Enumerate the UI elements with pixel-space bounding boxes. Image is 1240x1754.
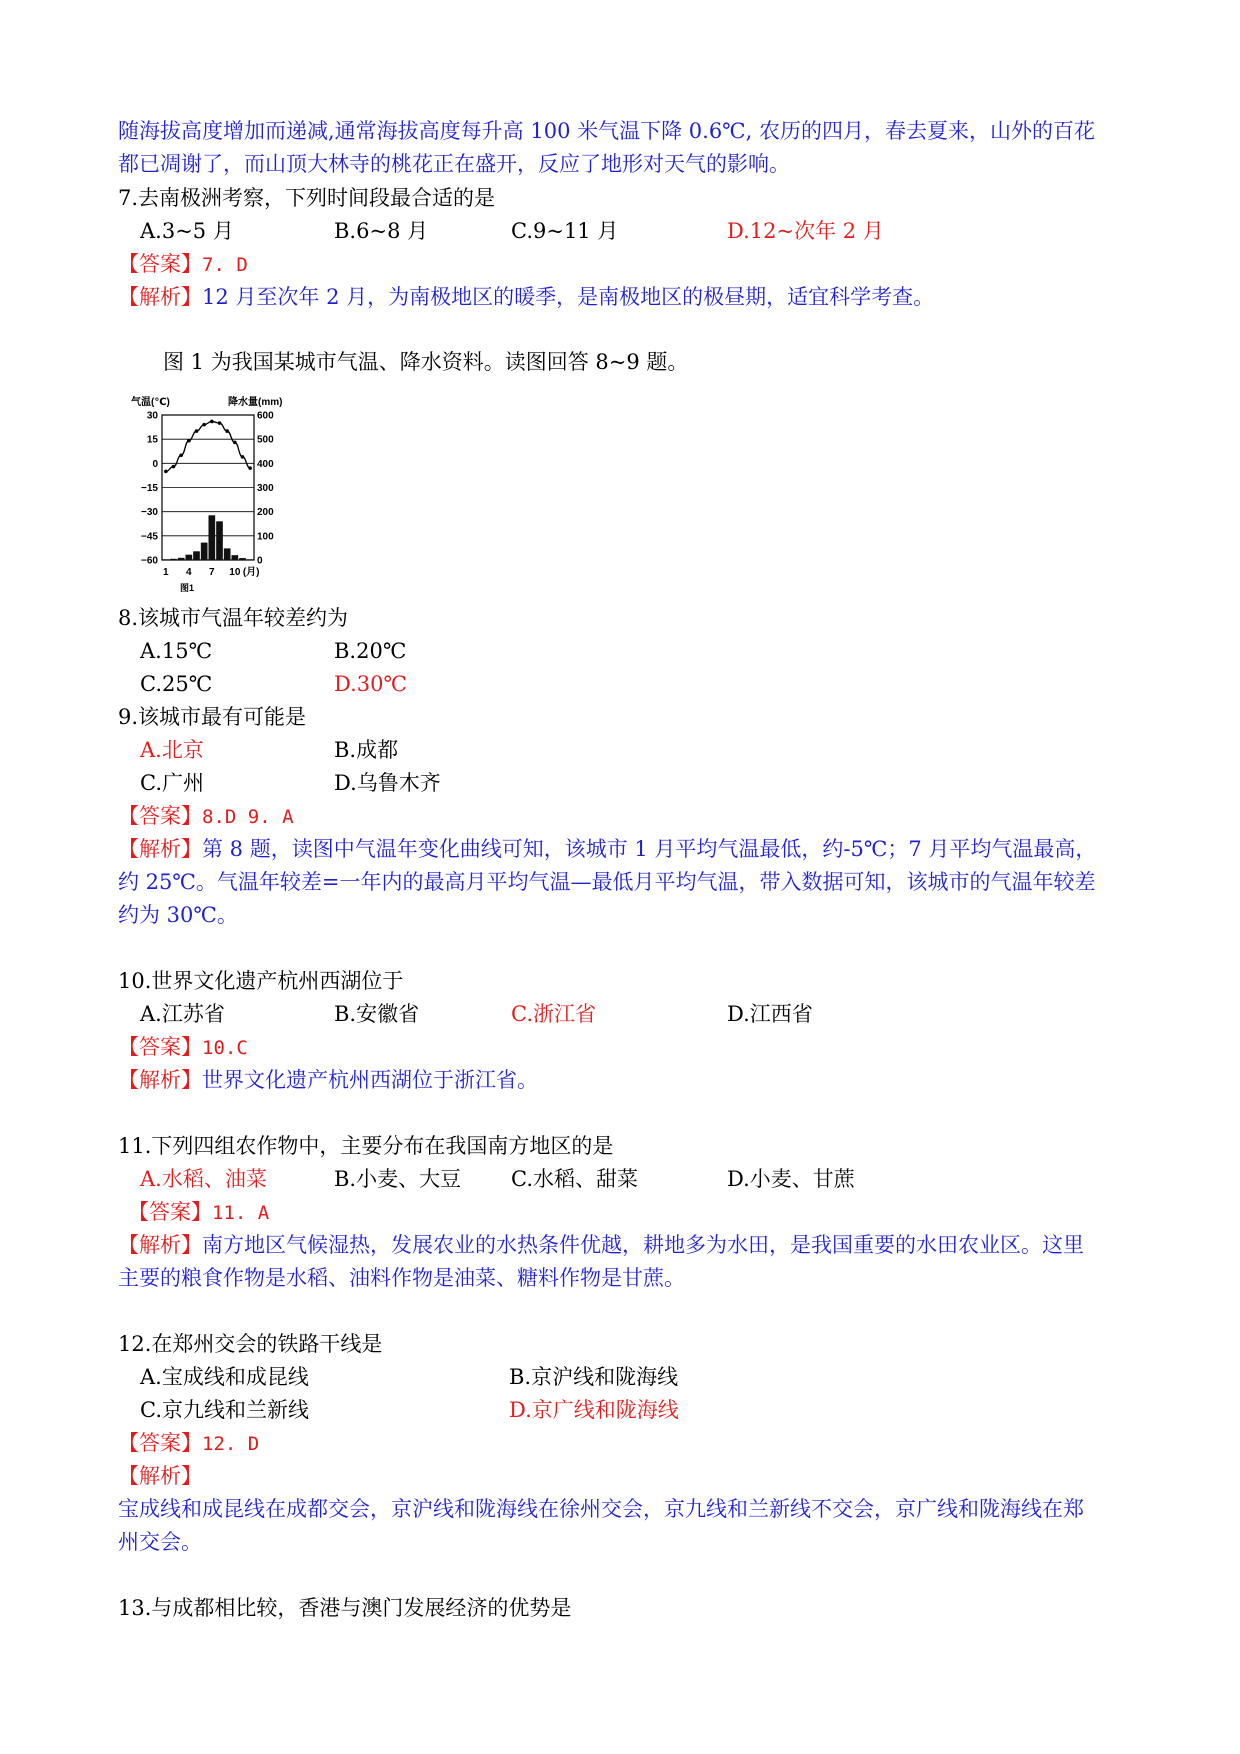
q9-option-a: A.北京 bbox=[140, 738, 204, 762]
left-axis-label: 气温(℃) bbox=[131, 397, 170, 408]
precip-bar bbox=[239, 558, 246, 560]
q10-option-d: D.江西省 bbox=[727, 1002, 813, 1026]
precip-bar bbox=[201, 543, 208, 560]
precip-bar bbox=[232, 555, 239, 560]
temperature-point bbox=[233, 441, 237, 445]
q10-analysis bbox=[118, 1065, 538, 1095]
q11-stem: 11.下列四组农作物中，主要分布在我国南方地区的是 bbox=[118, 1134, 614, 1158]
q8-stem: 8.该城市气温年较差约为 bbox=[118, 606, 349, 630]
temperature-point bbox=[248, 466, 252, 470]
temperature-point bbox=[164, 470, 168, 474]
q10-option-c: C.浙江省 bbox=[511, 1002, 596, 1026]
temperature-line bbox=[166, 421, 250, 471]
q12-option-a: A.宝成线和成昆线 bbox=[140, 1365, 309, 1389]
precip-bar bbox=[193, 551, 200, 560]
temperature-point bbox=[202, 423, 206, 427]
q9-option-d: D.乌鲁木齐 bbox=[334, 771, 441, 795]
answer-value: 8.D 9. A bbox=[202, 806, 294, 828]
q11-option-d: D.小麦、甘蔗 bbox=[727, 1167, 855, 1191]
q12-analysis-1: 宝成线和成昆线在成都交会，京沪线和陇海线在徐州交会，京九线和兰新线不交会，京广线和陇海线在郑 bbox=[118, 1497, 1084, 1521]
q12-analysis-tag: 【解析】 bbox=[118, 1464, 202, 1488]
precip-bar bbox=[170, 559, 177, 560]
analysis-text: 第 8 题，读图中气温年变化曲线可知，该城市 1 月平均气温最低，约-5℃；7 月平均气温最高， bbox=[202, 837, 1097, 861]
right-tick-label: 200 bbox=[257, 507, 274, 519]
right-axis-label: 降水量(mm) bbox=[228, 397, 283, 408]
answer-value: 10.C bbox=[202, 1037, 248, 1059]
right-tick-label: 600 bbox=[257, 410, 274, 422]
left-ticks bbox=[141, 411, 158, 567]
answer-tag: 【答案】 bbox=[118, 804, 202, 828]
q11-analysis-2: 主要的粮食作物是水稻、油料作物是油菜、糖料作物是甘蔗。 bbox=[118, 1266, 685, 1290]
q11-option-a: A.水稻、油菜 bbox=[140, 1167, 267, 1191]
analysis-text: 世界文化遗产杭州西湖位于浙江省。 bbox=[202, 1068, 538, 1092]
q9-analysis-1 bbox=[118, 834, 1096, 864]
temperature-point bbox=[179, 453, 183, 457]
left-tick-label: −30 bbox=[141, 507, 158, 519]
analysis-tag: 【解析】 bbox=[118, 837, 202, 861]
q9-stem: 9.该城市最有可能是 bbox=[118, 705, 307, 729]
q7-stem: 7.去南极洲考察，下列时间段最合适的是 bbox=[118, 186, 496, 210]
left-tick-label: −15 bbox=[141, 483, 158, 494]
q13-stem: 13.与成都相比较，香港与澳门发展经济的优势是 bbox=[118, 1596, 572, 1620]
q9-answer bbox=[118, 801, 294, 831]
precip-bar bbox=[209, 515, 216, 560]
q10-stem: 10.世界文化遗产杭州西湖位于 bbox=[118, 969, 404, 993]
answer-tag: 【答案】 bbox=[128, 1200, 212, 1224]
q8-option-a: A.15℃ bbox=[140, 639, 213, 663]
temperature-points bbox=[164, 420, 252, 474]
left-tick-label: 0 bbox=[152, 458, 158, 470]
q11-option-c: C.水稻、甜菜 bbox=[511, 1167, 638, 1191]
q12-answer bbox=[118, 1428, 259, 1458]
answer-tag: 【答案】 bbox=[118, 252, 202, 276]
temperature-point bbox=[241, 455, 245, 459]
precip-bar bbox=[178, 558, 185, 560]
temperature-point bbox=[210, 420, 214, 424]
answer-value: 11. A bbox=[212, 1202, 270, 1224]
q9-option-c: C.广州 bbox=[140, 771, 204, 795]
precip-bar bbox=[216, 521, 223, 560]
q7-option-c: C.9~11 月 bbox=[511, 219, 619, 243]
right-ticks bbox=[257, 411, 274, 567]
precip-bar bbox=[186, 555, 193, 560]
q8-option-b: B.20℃ bbox=[334, 639, 407, 663]
precip-bar bbox=[163, 559, 170, 560]
q12-option-c: C.京九线和兰新线 bbox=[140, 1398, 309, 1422]
analysis-text: 12 月至次年 2 月，为南极地区的暖季，是南极地区的极昼期，适宜科学考查。 bbox=[202, 285, 935, 309]
climate-chart bbox=[128, 392, 283, 593]
q9-option-b: B.成都 bbox=[334, 738, 399, 762]
right-tick-label: 100 bbox=[257, 531, 274, 543]
temperature-point bbox=[172, 465, 176, 469]
x-ticks bbox=[163, 565, 259, 578]
right-tick-label: 0 bbox=[257, 555, 263, 567]
temperature-point bbox=[195, 429, 199, 433]
q7-option-a: A.3~5 月 bbox=[140, 219, 234, 243]
x-tick-label: 4 bbox=[186, 567, 192, 578]
q7-option-b: B.6~8 月 bbox=[334, 219, 429, 243]
answer-tag: 【答案】 bbox=[118, 1431, 202, 1455]
precip-bar bbox=[224, 548, 231, 560]
answer-value: 7. D bbox=[202, 254, 248, 276]
q10-answer bbox=[118, 1032, 248, 1062]
q9-analysis-3: 约为 30℃。 bbox=[118, 903, 238, 927]
precip-bar bbox=[247, 559, 254, 560]
precip-bars bbox=[163, 515, 254, 560]
q8-option-c: C.25℃ bbox=[140, 672, 213, 696]
analysis-tag: 【解析】 bbox=[118, 1233, 202, 1257]
q11-analysis-1 bbox=[118, 1230, 1084, 1260]
q7-analysis bbox=[118, 282, 934, 312]
right-tick-label: 500 bbox=[257, 434, 274, 446]
figure-intro: 图 1 为我国某城市气温、降水资料。读图回答 8~9 题。 bbox=[163, 350, 689, 374]
x-tick-label: 1 bbox=[163, 567, 169, 578]
answer-tag: 【答案】 bbox=[118, 1035, 202, 1059]
analysis-tag: 【解析】 bbox=[118, 1068, 202, 1092]
q7-option-d: D.12~次年 2 月 bbox=[727, 219, 884, 243]
left-tick-label: 15 bbox=[146, 434, 158, 446]
x-tick-label: 7 bbox=[209, 567, 215, 578]
right-tick-label: 400 bbox=[257, 458, 274, 470]
intro-line-2: 都已凋谢了，而山顶大林寺的桃花正在盛开，反应了地形对天气的影响。 bbox=[118, 152, 790, 176]
chart-grid bbox=[162, 415, 254, 560]
x-unit-label: (月) bbox=[242, 567, 260, 578]
intro-line-1: 随海拔高度增加而递减,通常海拔高度每升高 100 米气温下降 0.6℃, 农历的四月，春去夏来，山外的百花 bbox=[118, 119, 1096, 143]
q12-analysis-2: 州交会。 bbox=[118, 1530, 202, 1554]
q12-option-d: D.京广线和陇海线 bbox=[509, 1398, 679, 1422]
analysis-tag: 【解析】 bbox=[118, 285, 202, 309]
q11-answer bbox=[128, 1197, 269, 1227]
q9-analysis-2: 约 25℃。气温年较差=一年内的最高月平均气温—最低月平均气温，带入数据可知，该城市的气温年较差 bbox=[118, 870, 1096, 894]
right-tick-label: 300 bbox=[257, 483, 274, 494]
left-tick-label: −45 bbox=[141, 531, 158, 543]
q11-option-b: B.小麦、大豆 bbox=[334, 1167, 462, 1191]
x-tick-label: 10 bbox=[229, 567, 241, 578]
q10-option-a: A.江苏省 bbox=[140, 1002, 225, 1026]
temperature-point bbox=[218, 421, 222, 425]
q8-option-d: D.30℃ bbox=[334, 672, 407, 696]
left-tick-label: 30 bbox=[146, 410, 158, 422]
analysis-text: 南方地区气候湿热，发展农业的水热条件优越，耕地多为水田，是我国重要的水田农业区。这里 bbox=[202, 1233, 1084, 1257]
q12-stem: 12.在郑州交会的铁路干线是 bbox=[118, 1332, 383, 1356]
q10-option-b: B.安徽省 bbox=[334, 1002, 420, 1026]
temperature-point bbox=[225, 429, 229, 433]
figure-caption: 图1 bbox=[180, 583, 195, 593]
q12-option-b: B.京沪线和陇海线 bbox=[509, 1365, 679, 1389]
answer-value: 12. D bbox=[202, 1433, 260, 1455]
left-tick-label: −60 bbox=[141, 555, 158, 567]
q7-answer bbox=[118, 249, 248, 279]
temperature-point bbox=[187, 439, 191, 443]
